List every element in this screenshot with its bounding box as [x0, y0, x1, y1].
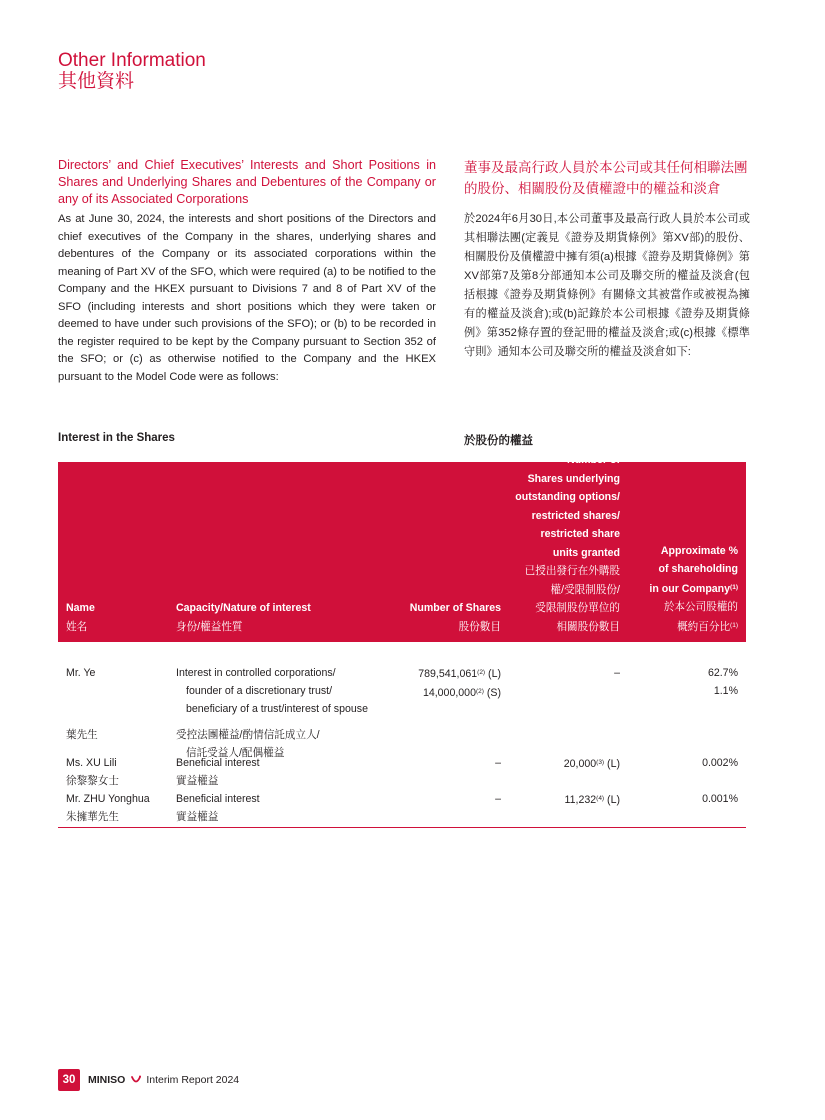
- header-pct-en-3-text: in our Company: [649, 582, 731, 595]
- header-pct-zh-1: 於本公司股權的: [663, 601, 738, 613]
- section-heading-zh: 董事及最高行政人員於本公司或其任何相聯法團的股份、相關股份及債權證中的權益和淡倉: [464, 160, 748, 196]
- header-pct-zh-2-text: 概約百分比: [677, 620, 731, 633]
- header-capacity-zh: 身份/權益性質: [176, 620, 243, 633]
- brand-name: MINISO: [88, 1074, 126, 1086]
- row-ye-pct: [708, 664, 738, 700]
- row-ye-shares: [418, 664, 501, 702]
- row-xu-underlying-suffix: (L): [604, 758, 620, 770]
- section-body-zh: 於2024年6月30日,本公司董事及最高行政人員於本公司或其相聯法團(定義見《證券及期貨條例》第XV部)的股份、相關股份及債權證中擁有須(a)根據《證券及期貨條例》第XV部第7及第8分部通知本公司及聯交所的權益及淡倉(包括根據《證券及期貨條例》有關條文其被當作或被視為擁有的權益及淡倉);或(b)記錄於本公司根據《證券及期貨條例》第352條存置的登記冊的權益及淡倉;或(c)根據《標準守則》通知本公司及聯交所的權益及淡倉如下:: [464, 213, 750, 358]
- row-zhu-name: [66, 790, 150, 826]
- section-english: [58, 157, 436, 386]
- subheading-en: Interest in the Shares: [58, 432, 175, 444]
- row-ye-shares-short: [418, 683, 501, 702]
- row-ye-underlying: –: [614, 667, 620, 679]
- row-ye-cap-en-3: beneficiary of a trust/interest of spouse: [186, 703, 368, 715]
- header-capacity: [176, 599, 311, 636]
- header-underlying-zh-4: 相關股份數目: [556, 620, 620, 633]
- section-heading-en: Directors’ and Chief Executives’ Interests and Short Positions in Shares and Underlying Shares and Debentures of the Company or any of its Associated Corporations: [58, 158, 436, 206]
- row-ye-name-en: Mr. Ye: [66, 667, 96, 679]
- report-title: Interim Report 2024: [146, 1074, 240, 1086]
- header-pct-en-1: Approximate %: [660, 544, 738, 557]
- row-xu-underlying-note: (3): [596, 759, 605, 766]
- header-underlying-zh-1: 已授出發行在外購股: [524, 565, 620, 577]
- row-zhu-pct: 0.001%: [702, 793, 738, 805]
- row-zhu-underlying-note: (4): [596, 795, 605, 802]
- row-ye-cap-zh-2: 信託受益人/配偶權益: [186, 747, 285, 759]
- page-number: 30: [58, 1069, 80, 1091]
- row-ye-shares-long-suffix: (L): [485, 668, 501, 680]
- row-zhu-underlying-value: 11,232: [564, 794, 597, 806]
- row-zhu-capacity: [176, 790, 260, 826]
- row-ye-shares-long-value: 789,541,061: [418, 668, 478, 680]
- row-xu-capacity: [176, 754, 260, 790]
- row-ye-shares-short-value: 14,000,000: [422, 687, 476, 699]
- row-ye-pct-long: 62.7%: [707, 667, 738, 679]
- row-ye-shares-short-note: (2): [475, 688, 484, 695]
- header-capacity-en: Capacity/Nature of interest: [176, 602, 311, 614]
- page-title-en: Other Information: [58, 50, 206, 71]
- header-underlying-en-4: restricted shares/: [531, 509, 620, 522]
- subheading-zh: 於股份的權益: [464, 435, 533, 447]
- row-zhu-underlying-suffix: (L): [604, 794, 620, 806]
- row-xu-name-en: Ms. XU Lili: [66, 757, 117, 769]
- header-pct-en-sup: (1): [730, 583, 738, 591]
- row-xu-pct: 0.002%: [702, 757, 738, 769]
- row-zhu-shares: –: [495, 793, 501, 805]
- row-ye-pct-short: 1.1%: [713, 685, 738, 697]
- row-zhu-underlying: [565, 790, 620, 809]
- row-zhu-cap-zh: 實益權益: [176, 811, 219, 823]
- row-zhu-name-zh: 朱擁華先生: [66, 811, 119, 823]
- header-underlying-en-3: outstanding options/: [515, 491, 620, 503]
- header-underlying-zh-3: 受限制股份單位的: [535, 602, 620, 614]
- row-ye-capacity-en: [176, 664, 368, 718]
- page-footer: [58, 1068, 239, 1092]
- header-shares: [410, 599, 501, 636]
- row-zhu-name-en: Mr. ZHU Yonghua: [66, 793, 150, 805]
- header-pct-zh-2: [628, 617, 738, 637]
- row-xu-cap-en: Beneficial interest: [176, 757, 260, 769]
- row-xu-underlying-value: 20,000: [563, 758, 597, 770]
- header-name-zh: 姓名: [66, 620, 88, 633]
- header-underlying-zh-2: 權/受限制股份/: [550, 583, 620, 596]
- header-underlying-en-6: units granted: [552, 546, 620, 559]
- row-xu-name-zh: 徐黎黎女士: [66, 775, 119, 787]
- row-xu-cap-zh: 實益權益: [176, 775, 219, 787]
- header-shares-zh: 股份數目: [458, 620, 501, 633]
- header-underlying: [490, 451, 620, 636]
- header-underlying-en-1: Number of: [567, 454, 620, 466]
- row-xu-shares: –: [495, 757, 501, 769]
- row-ye-cap-en-1: Interest in controlled corporations/: [176, 667, 336, 679]
- header-percentage: [628, 542, 738, 637]
- row-ye-shares-long-note: (2): [477, 669, 486, 676]
- section-chinese: [464, 157, 750, 362]
- row-ye-name-zh: 葉先生: [66, 729, 98, 741]
- table-bottom-rule: [58, 827, 746, 828]
- page-title-zh: 其他資料: [58, 71, 135, 92]
- header-pct-en-3: [628, 579, 738, 599]
- section-body-en: As at June 30, 2024, the interests and short positions of the Directors and chief executives of the Company in the shares, underlying shares and debentures of the Company or its associated corporations within the meaning of Part XV of the SFO, which were required (a) to be notified to the Company and the HKEX pursuant to Divisions 7 and 8 of Part XV of the SFO (including interests and short positions which they were taken or deemed to have under such provisions of the SFO); or (b) to be recorded in the register required to be kept by the Company pursuant to Section 352 of the SFO; or (c) as otherwise notified to the Company and the HKEX pursuant to the Model Code were as follows:: [58, 213, 436, 383]
- header-underlying-en-2: Shares underlying: [527, 472, 620, 485]
- row-ye-shares-short-suffix: (S): [483, 687, 501, 699]
- row-ye-cap-en-2: founder of a discretionary trust/: [186, 685, 333, 697]
- header-name: [66, 599, 95, 636]
- header-underlying-en-5: restricted share: [540, 528, 620, 540]
- header-pct-zh-sup: (1): [730, 621, 738, 629]
- row-ye-shares-long: [418, 664, 501, 683]
- table-header: [58, 454, 746, 642]
- row-ye-cap-zh-1: 受控法團權益/酌情信託成立人/: [176, 729, 320, 741]
- row-zhu-cap-en: Beneficial interest: [176, 793, 260, 805]
- miniso-smile-icon: [130, 1074, 142, 1086]
- row-xu-underlying: [564, 754, 620, 773]
- header-shares-en: Number of Shares: [409, 602, 501, 614]
- row-xu-name: [66, 754, 119, 790]
- header-pct-en-2: of shareholding: [658, 563, 738, 575]
- header-name-en: Name: [66, 602, 95, 614]
